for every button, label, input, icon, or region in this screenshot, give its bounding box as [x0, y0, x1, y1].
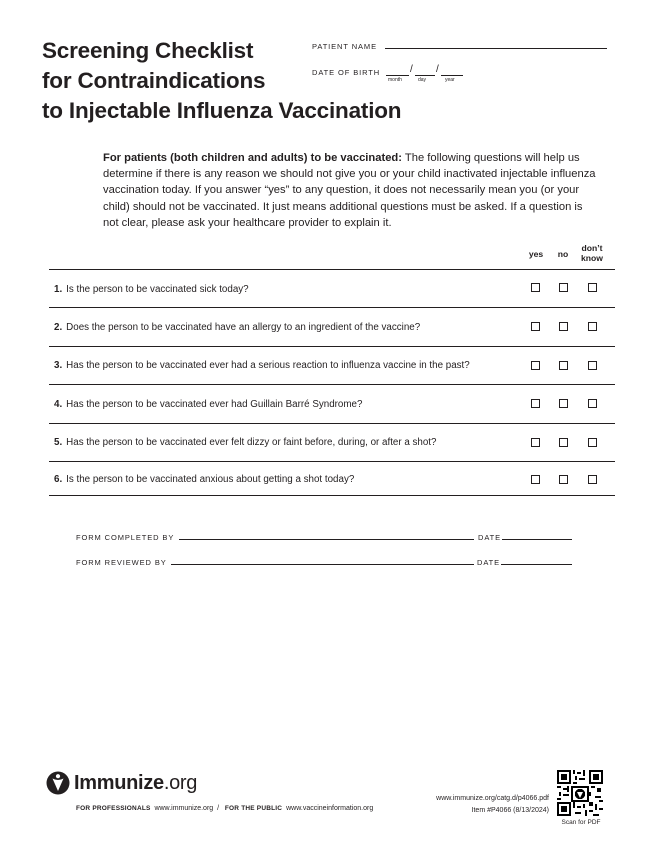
- question-text: Is the person to be vaccinated sick today?: [66, 284, 249, 295]
- question-number: 4.: [54, 399, 63, 410]
- title-line-1: Screening Checklist: [42, 38, 254, 63]
- professionals-link[interactable]: www.immunize.org: [154, 805, 214, 812]
- immunize-logo-icon: [46, 771, 70, 795]
- form-reviewed-by-field[interactable]: [171, 564, 474, 565]
- q4-no-checkbox[interactable]: [559, 399, 568, 408]
- question-number: 1.: [54, 284, 63, 295]
- question-text: Is the person to be vaccinated anxious about getting a shot today?: [66, 474, 355, 485]
- q1-yes-checkbox[interactable]: [531, 283, 540, 292]
- question-row: [54, 474, 354, 485]
- question-number: 2.: [54, 322, 63, 333]
- q1-dont-know-checkbox[interactable]: [588, 283, 597, 292]
- patient-name-field[interactable]: [385, 48, 607, 49]
- footer-separator: /: [217, 805, 220, 812]
- question-row: [54, 322, 420, 333]
- question-text: Has the person to be vaccinated ever had a serious reaction to influenza vaccine in the past?: [66, 360, 470, 371]
- patient-name-label: PATIENT NAME: [312, 42, 377, 51]
- dob-month-label: month: [388, 77, 402, 83]
- form-completed-by-label: FORM COMPLETED BY: [76, 533, 175, 542]
- question-row: [54, 437, 436, 448]
- form-reviewed-by-label: FORM REVIEWED BY: [76, 558, 167, 567]
- q5-dont-know-checkbox[interactable]: [588, 438, 597, 447]
- completed-date-field[interactable]: [502, 539, 572, 540]
- dont-know-line-2: know: [581, 253, 603, 263]
- dob-year-label: year: [445, 77, 455, 83]
- q2-dont-know-checkbox[interactable]: [588, 322, 597, 331]
- footer-links: [76, 805, 373, 812]
- question-text: Has the person to be vaccinated ever felt dizzy or faint before, during, or after a shot?: [66, 437, 437, 448]
- table-divider: [49, 461, 615, 462]
- q1-no-checkbox[interactable]: [559, 283, 568, 292]
- question-row: [54, 284, 249, 295]
- column-header-yes: yes: [528, 249, 544, 259]
- title-line-2: for Contraindications: [42, 68, 266, 93]
- intro-bold: For patients (both children and adults) to be vaccinated:: [103, 152, 402, 164]
- question-number: 6.: [54, 474, 63, 485]
- table-divider: [49, 307, 615, 308]
- dob-day-field[interactable]: [415, 75, 435, 76]
- logo-wordmark-main: Immunize: [74, 771, 164, 794]
- question-row: [54, 360, 470, 371]
- reviewed-date-label: DATE: [477, 558, 501, 567]
- table-divider: [49, 495, 615, 496]
- dont-know-line-1: don’t: [581, 243, 603, 253]
- footer-item-info: [436, 793, 549, 817]
- q2-no-checkbox[interactable]: [559, 322, 568, 331]
- column-header-dont-know: [576, 243, 608, 263]
- immunize-logo: [46, 771, 197, 795]
- q5-no-checkbox[interactable]: [559, 438, 568, 447]
- q3-yes-checkbox[interactable]: [531, 361, 540, 370]
- q6-yes-checkbox[interactable]: [531, 475, 540, 484]
- qr-caption: Scan for PDF: [561, 819, 601, 826]
- table-divider: [49, 269, 615, 270]
- table-divider: [49, 346, 615, 347]
- completed-date-label: DATE: [478, 533, 502, 542]
- q6-no-checkbox[interactable]: [559, 475, 568, 484]
- qr-code: [557, 770, 603, 816]
- title-line-3: to Injectable Influenza Vaccination: [42, 98, 402, 123]
- dob-day-label: day: [418, 77, 427, 83]
- intro-text: The following questions will help us determine if there is any reason we should not give you or your child inactivated injectable influenza vaccination today. If you answer “yes” to any question, it does not necessarily mean you (or your child) should not be vaccinated. It just means additional questions must be asked. If a question is not clear, please ask your healthcare provider to explain it.: [103, 152, 596, 229]
- question-text: Has the person to be vaccinated ever had Guillain Barré Syndrome?: [66, 399, 363, 410]
- column-header-no: no: [557, 249, 569, 259]
- dob-year-field[interactable]: [441, 75, 463, 76]
- q6-dont-know-checkbox[interactable]: [588, 475, 597, 484]
- question-text: Does the person to be vaccinated have an allergy to an ingredient of the vaccine?: [66, 322, 421, 333]
- table-divider: [49, 384, 615, 385]
- q3-dont-know-checkbox[interactable]: [588, 361, 597, 370]
- q3-no-checkbox[interactable]: [559, 361, 568, 370]
- q5-yes-checkbox[interactable]: [531, 438, 540, 447]
- intro-paragraph: [103, 150, 598, 231]
- form-completed-by-field[interactable]: [179, 539, 474, 540]
- q4-dont-know-checkbox[interactable]: [588, 399, 597, 408]
- public-link[interactable]: www.vaccineinformation.org: [286, 805, 374, 812]
- logo-wordmark-suffix: .org: [163, 771, 198, 794]
- question-number: 5.: [54, 437, 63, 448]
- table-divider: [49, 423, 615, 424]
- question-number: 3.: [54, 360, 63, 371]
- question-row: [54, 399, 362, 410]
- dob-month-field[interactable]: [386, 75, 409, 76]
- for-professionals-label: FOR PROFESSIONALS: [76, 805, 151, 812]
- for-public-label: FOR THE PUBLIC: [224, 805, 283, 812]
- dob-slash: /: [410, 64, 413, 75]
- dob-slash: /: [436, 64, 439, 75]
- q4-yes-checkbox[interactable]: [531, 399, 540, 408]
- item-number: Item #P4066 (8/13/2024): [471, 807, 549, 814]
- date-of-birth-label: DATE OF BIRTH: [312, 68, 381, 77]
- pdf-link[interactable]: www.immunize.org/catg.d/p4066.pdf: [436, 795, 549, 802]
- reviewed-date-field[interactable]: [501, 564, 572, 565]
- q2-yes-checkbox[interactable]: [531, 322, 540, 331]
- logo-wordmark: [74, 772, 197, 795]
